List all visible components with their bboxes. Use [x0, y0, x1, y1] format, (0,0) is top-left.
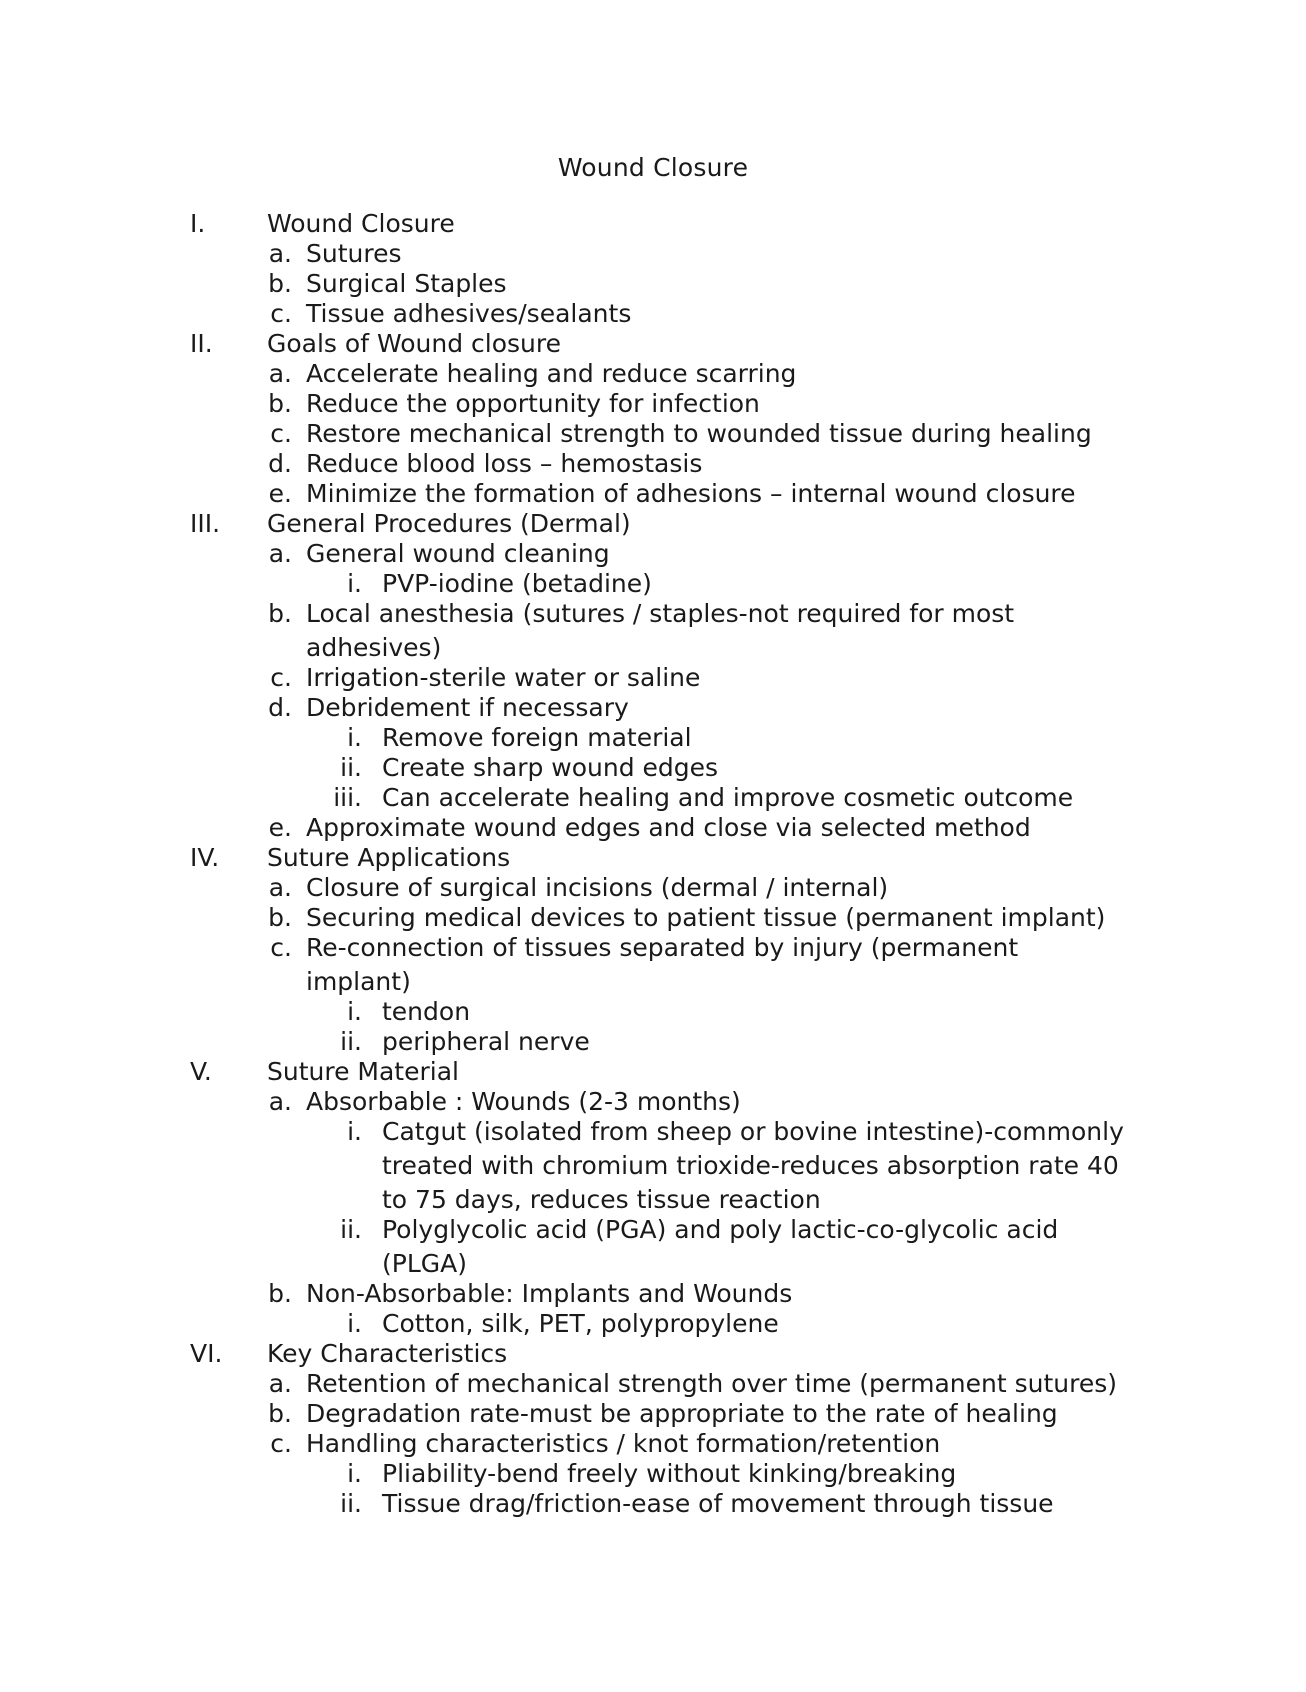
- list-item-text: General wound cleaning: [306, 539, 610, 568]
- list-item-text: Approximate wound edges and close via selected method: [306, 813, 1031, 842]
- section-heading: [0, 843, 1306, 873]
- section-heading: [0, 209, 1306, 239]
- list-item: [0, 269, 1306, 299]
- list-item: [0, 903, 1306, 933]
- document-title: Wound Closure: [557, 153, 749, 182]
- list-item-text: Tissue drag/friction-ease of movement through tissue: [382, 1489, 1054, 1518]
- list-item-text: Suture Applications: [267, 843, 511, 872]
- list-item: [0, 539, 1306, 569]
- list-item-text: General Procedures (Dermal): [267, 509, 631, 538]
- list-marker: a.: [268, 239, 292, 268]
- list-marker: a.: [268, 359, 292, 388]
- list-item-text: Retention of mechanical strength over time (permanent sutures): [306, 1369, 1118, 1398]
- sub-list-item: [0, 569, 1306, 599]
- list-marker: c.: [270, 419, 292, 448]
- sub-list-item: [0, 1027, 1306, 1057]
- list-item: [0, 1399, 1306, 1429]
- sub-list-item: [0, 1459, 1306, 1489]
- list-item-text: Wound Closure: [267, 209, 455, 238]
- list-item-text: Cotton, silk, PET, polypropylene: [382, 1309, 779, 1338]
- outline-list: [0, 209, 1306, 1519]
- list-marker: iii.: [333, 783, 362, 812]
- list-item-text: Goals of Wound closure: [267, 329, 561, 358]
- list-marker: i.: [347, 569, 362, 598]
- list-marker: a.: [268, 539, 292, 568]
- list-item: [0, 239, 1306, 269]
- list-item-text: Reduce blood loss – hemostasis: [306, 449, 703, 478]
- list-marker: c.: [270, 1429, 292, 1458]
- list-item: [0, 933, 1306, 967]
- list-item-text: Tissue adhesives/sealants: [306, 299, 632, 328]
- list-item: [0, 449, 1306, 479]
- list-item-text: (PLGA): [382, 1249, 467, 1278]
- list-item-text: Reduce the opportunity for infection: [306, 389, 760, 418]
- list-item-text: Absorbable : Wounds (2-3 months): [306, 1087, 741, 1116]
- list-item-text: Closure of surgical incisions (dermal / internal): [306, 873, 889, 902]
- list-marker: i.: [347, 1117, 362, 1146]
- list-item: [0, 1087, 1306, 1117]
- list-marker: a.: [268, 1369, 292, 1398]
- list-marker: b.: [268, 389, 292, 418]
- list-item-text: tendon: [382, 997, 471, 1026]
- list-marker: i.: [347, 1309, 362, 1338]
- list-marker: b.: [268, 1399, 292, 1428]
- list-item-text: Create sharp wound edges: [382, 753, 719, 782]
- section-heading: [0, 1057, 1306, 1087]
- sub-list-item-continuation: [0, 1185, 1306, 1215]
- list-marker: i.: [347, 723, 362, 752]
- list-marker: ii.: [340, 1215, 362, 1244]
- list-item-text: Re-connection of tissues separated by injury (permanent: [306, 933, 1019, 962]
- list-item-text: Suture Material: [267, 1057, 459, 1086]
- list-item: [0, 389, 1306, 419]
- list-item-continuation: [0, 967, 1306, 997]
- sub-list-item: [0, 997, 1306, 1027]
- list-marker: b.: [268, 599, 292, 628]
- list-marker: c.: [270, 663, 292, 692]
- list-item-text: Key Characteristics: [267, 1339, 508, 1368]
- list-marker: c.: [270, 933, 292, 962]
- list-item: [0, 873, 1306, 903]
- sub-list-item: [0, 1489, 1306, 1519]
- list-marker: d.: [268, 693, 292, 722]
- list-item: [0, 359, 1306, 389]
- sub-list-item-continuation: [0, 1249, 1306, 1279]
- list-item: [0, 813, 1306, 843]
- sub-list-item: [0, 723, 1306, 753]
- list-marker: III.: [190, 509, 221, 538]
- list-item: [0, 599, 1306, 633]
- sub-list-item: [0, 753, 1306, 783]
- list-item: [0, 1279, 1306, 1309]
- sub-list-item: [0, 1117, 1306, 1151]
- list-marker: VI.: [190, 1339, 223, 1368]
- list-marker: i.: [347, 1459, 362, 1488]
- list-item-text: adhesives): [306, 633, 442, 662]
- list-marker: ii.: [340, 1027, 362, 1056]
- list-item-text: Securing medical devices to patient tissue (permanent implant): [306, 903, 1106, 932]
- list-item: [0, 1369, 1306, 1399]
- list-item-text: Catgut (isolated from sheep or bovine intestine)-commonly: [382, 1117, 1124, 1146]
- list-marker: c.: [270, 299, 292, 328]
- list-marker: I.: [190, 209, 206, 238]
- sub-list-item: [0, 1215, 1306, 1249]
- list-item-text: Polyglycolic acid (PGA) and poly lactic-co-glycolic acid: [382, 1215, 1059, 1244]
- list-item-text: Pliability-bend freely without kinking/breaking: [382, 1459, 957, 1488]
- list-marker: a.: [268, 873, 292, 902]
- list-item-text: to 75 days, reduces tissue reaction: [382, 1185, 821, 1214]
- list-item-text: Restore mechanical strength to wounded tissue during healing: [306, 419, 1092, 448]
- section-heading: [0, 329, 1306, 359]
- list-item-text: Minimize the formation of adhesions – internal wound closure: [306, 479, 1076, 508]
- list-marker: a.: [268, 1087, 292, 1116]
- list-marker: e.: [268, 479, 292, 508]
- list-item: [0, 693, 1306, 723]
- list-marker: b.: [268, 1279, 292, 1308]
- list-marker: d.: [268, 449, 292, 478]
- list-item-text: Sutures: [306, 239, 402, 268]
- sub-list-item-continuation: [0, 1151, 1306, 1185]
- list-item-text: treated with chromium trioxide-reduces absorption rate 40: [382, 1151, 1119, 1180]
- list-marker: b.: [268, 903, 292, 932]
- sub-list-item: [0, 1309, 1306, 1339]
- list-item: [0, 479, 1306, 509]
- list-marker: II.: [190, 329, 213, 358]
- list-marker: V.: [190, 1057, 212, 1086]
- list-item-text: Remove foreign material: [382, 723, 692, 752]
- list-marker: b.: [268, 269, 292, 298]
- sub-list-item: [0, 783, 1306, 813]
- list-item-text: Degradation rate-must be appropriate to the rate of healing: [306, 1399, 1058, 1428]
- list-item: [0, 663, 1306, 693]
- list-item-text: Debridement if necessary: [306, 693, 629, 722]
- list-item: [0, 419, 1306, 449]
- list-item-text: Can accelerate healing and improve cosmetic outcome: [382, 783, 1074, 812]
- list-marker: i.: [347, 997, 362, 1026]
- section-heading: [0, 509, 1306, 539]
- list-item-continuation: [0, 633, 1306, 663]
- list-item-text: peripheral nerve: [382, 1027, 590, 1056]
- list-marker: IV.: [190, 843, 220, 872]
- list-item-text: Local anesthesia (sutures / staples-not required for most: [306, 599, 1015, 628]
- section-heading: [0, 1339, 1306, 1369]
- list-item-text: Irrigation-sterile water or saline: [306, 663, 701, 692]
- list-marker: ii.: [340, 753, 362, 782]
- list-item-text: Surgical Staples: [306, 269, 507, 298]
- list-item: [0, 299, 1306, 329]
- list-item: [0, 1429, 1306, 1459]
- list-item-text: implant): [306, 967, 411, 996]
- list-item-text: Accelerate healing and reduce scarring: [306, 359, 797, 388]
- list-marker: e.: [268, 813, 292, 842]
- list-item-text: PVP-iodine (betadine): [382, 569, 652, 598]
- list-item-text: Non-Absorbable: Implants and Wounds: [306, 1279, 793, 1308]
- list-item-text: Handling characteristics / knot formation/retention: [306, 1429, 941, 1458]
- list-marker: ii.: [340, 1489, 362, 1518]
